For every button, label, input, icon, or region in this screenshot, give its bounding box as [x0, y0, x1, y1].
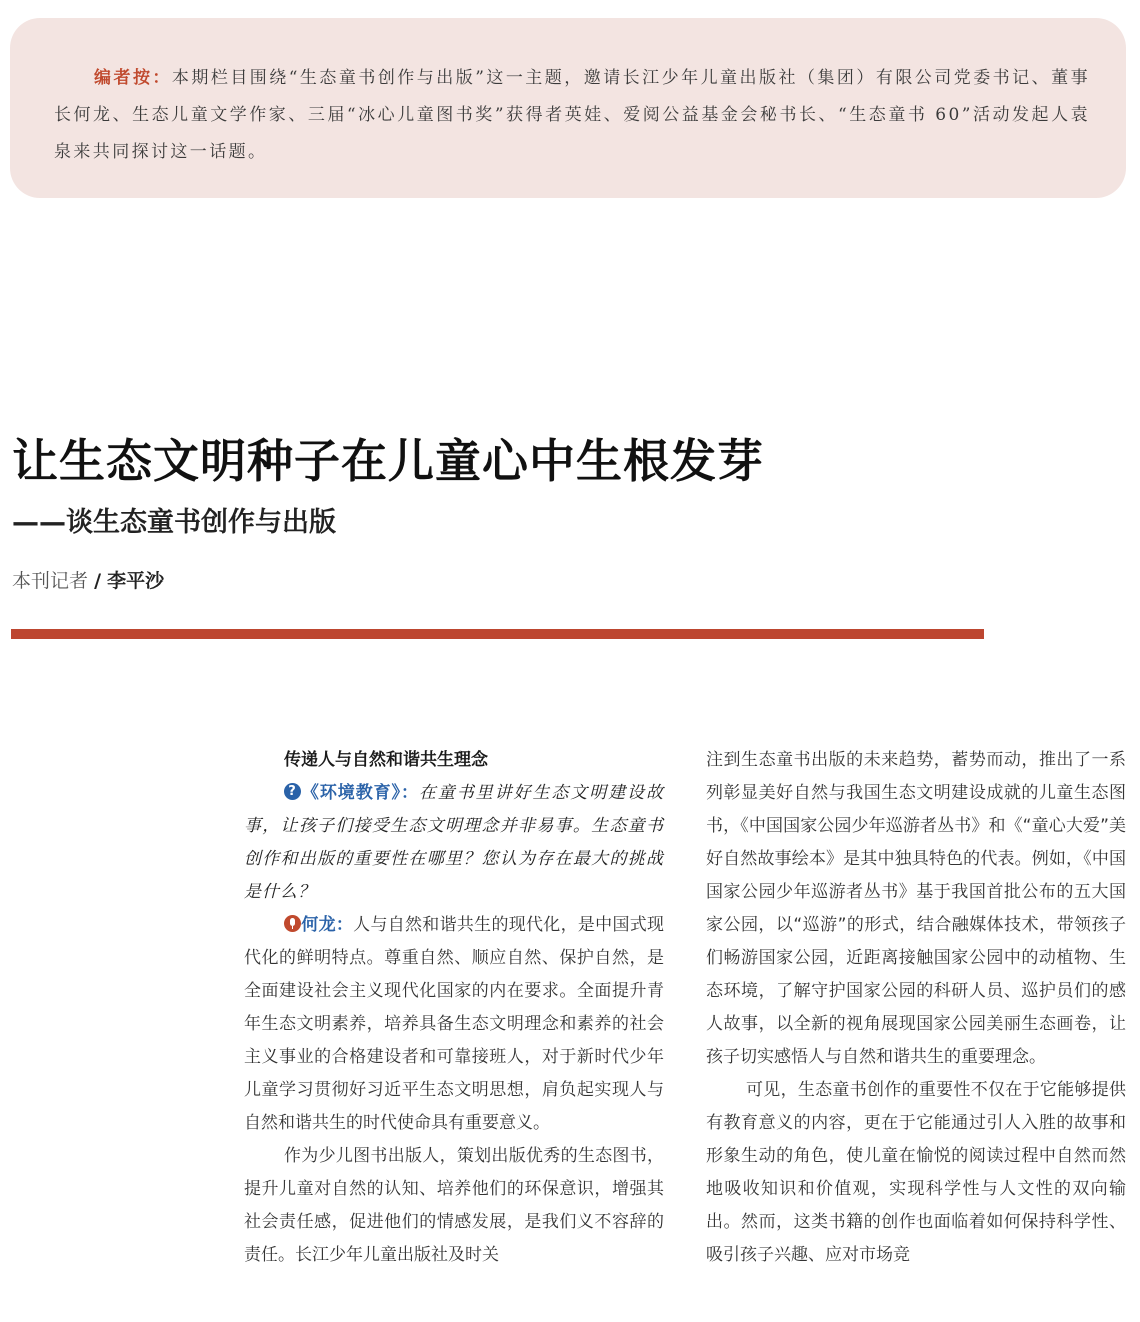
answer-text: 人与自然和谐共生的现代化，是中国式现代化的鲜明特点。尊重自然、顺应自然、保护自然，是全面建设社会主义现代化国家的内在要求。全面提升青年生态文明素养，培养具备生态文明理念和素养的社会主义事业的合格建设者和可靠接班人，对于新时代少年儿童学习贯彻好习近平生态文明思想，肩负起实现人与自然和谐共生的时代使命具有重要意义。	[244, 915, 665, 1133]
body-paragraph: 可见，生态童书创作的重要性不仅在于它能够提供有教育意义的内容，更在于它能通过引人入胜的故事和形象生动的角色，使儿童在愉悦的阅读过程中自然而然地吸收知识和价值观，实现科学性与人文性的双向输出。然而，这类书籍的创作也面临着如何保持科学性、吸引孩子兴趣、应对市场竞	[706, 1080, 1126, 1265]
answer-label: 何龙：	[301, 915, 354, 935]
question-circle-icon	[284, 783, 301, 800]
byline-separator: /	[94, 570, 102, 592]
section-heading: 传递人与自然和谐共生理念	[284, 750, 488, 770]
question-label: 《环境教育》：	[301, 783, 419, 803]
column-left	[244, 744, 664, 1272]
microphone-icon	[284, 915, 301, 932]
byline	[12, 566, 164, 593]
byline-role: 本刊记者	[12, 570, 89, 592]
interview-question	[244, 777, 664, 909]
question-text: 在童书里讲好生态文明建设故事，让孩子们接受生态文明理念并非易事。生态童书创作和出版的重要性在哪里？您认为存在最大的挑战是什么？	[244, 783, 665, 902]
article-title: 让生态文明种子在儿童心中生根发芽	[12, 434, 764, 488]
body-paragraph: 注到生态童书出版的未来趋势，蓄势而动，推出了一系列彰显美好自然与我国生态文明建设成就的儿童生态图书，《中国国家公园少年巡游者丛书》和《“童心大爱”美好自然故事绘本》是其中独具特色的代表。例如，《中国国家公园少年巡游者丛书》基于我国首批公布的五大国家公园，以“巡游”的形式，结合融媒体技术，带领孩子们畅游国家公园，近距离接触国家公园中的动植物、生态环境，了解守护国家公园的科研人员、巡护员们的感人故事，以全新的视角展现国家公园美丽生态画卷，让孩子切实感悟人与自然和谐共生的重要理念。	[706, 750, 1126, 1067]
title-divider	[11, 629, 984, 639]
editor-note-text: 本期栏目围绕“生态童书创作与出版”这一主题，邀请长江少年儿童出版社（集团）有限公司党委书记、董事长何龙、生态儿童文学作家、三届“冰心儿童图书奖”获得者英娃、爱阅公益基金会秘书长、“生态童书 60”活动发起人袁泉来共同探讨这一话题。	[54, 68, 1090, 162]
editor-note	[54, 60, 1090, 171]
editor-note-box	[10, 18, 1126, 198]
body-paragraph: 作为少儿图书出版人，策划出版优秀的生态图书，提升儿童对自然的认知、培养他们的环保意识，增强其社会责任感，促进他们的情感发展，是我们义不容辞的责任。长江少年儿童出版社及时关	[244, 1146, 664, 1265]
editor-note-label: 编者按：	[94, 68, 172, 88]
byline-author: 李平沙	[107, 570, 165, 592]
answer-paragraph	[244, 909, 664, 1140]
column-right	[706, 744, 1126, 1272]
article-subtitle: ——谈生态童书创作与出版	[12, 507, 336, 538]
